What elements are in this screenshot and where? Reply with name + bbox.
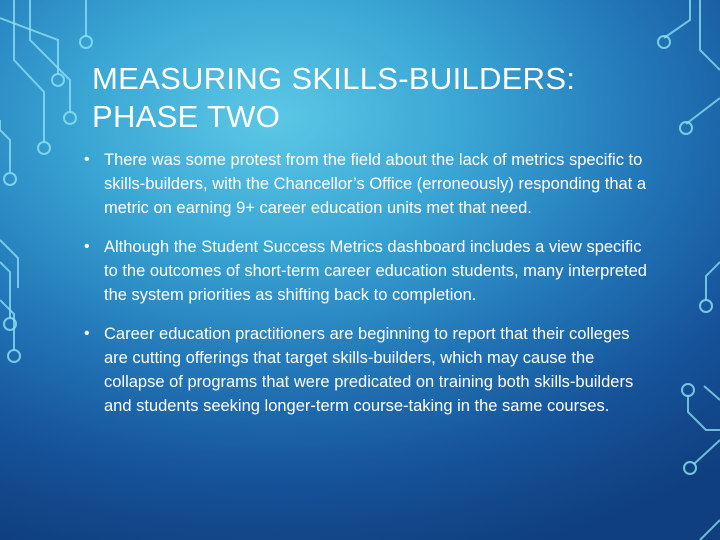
slide-title-line-1: MEASURING SKILLS-BUILDERS: (92, 61, 576, 96)
bullet-marker: • (84, 151, 90, 168)
bullet-marker: • (84, 238, 90, 255)
bullet-text: Although the Student Success Metrics dashboard includes a view specific to the outcomes of short-term career education students, many interpreted the system priorities as shifting back to completion. (104, 238, 647, 304)
bullet-item (84, 322, 654, 418)
bullet-text: There was some protest from the field about the lack of metrics specific to skills-builders, with the Chancellor’s Office (erroneously) responding that a metric on earning 9+ career education units met that need. (104, 151, 647, 217)
bullet-text: Career education practitioners are beginning to report that their colleges are cutting offerings that target skills-builders, which may cause the collapse of programs that were predicated on training both skills-builders and students seeking longer-term course-taking in the same courses. (104, 325, 634, 415)
bullet-marker: • (84, 325, 90, 342)
bullet-list (84, 148, 654, 433)
slide-title (92, 60, 672, 136)
slide-title-line-2: PHASE TWO (92, 99, 281, 134)
bullet-item (84, 148, 654, 220)
bullet-item (84, 235, 654, 307)
